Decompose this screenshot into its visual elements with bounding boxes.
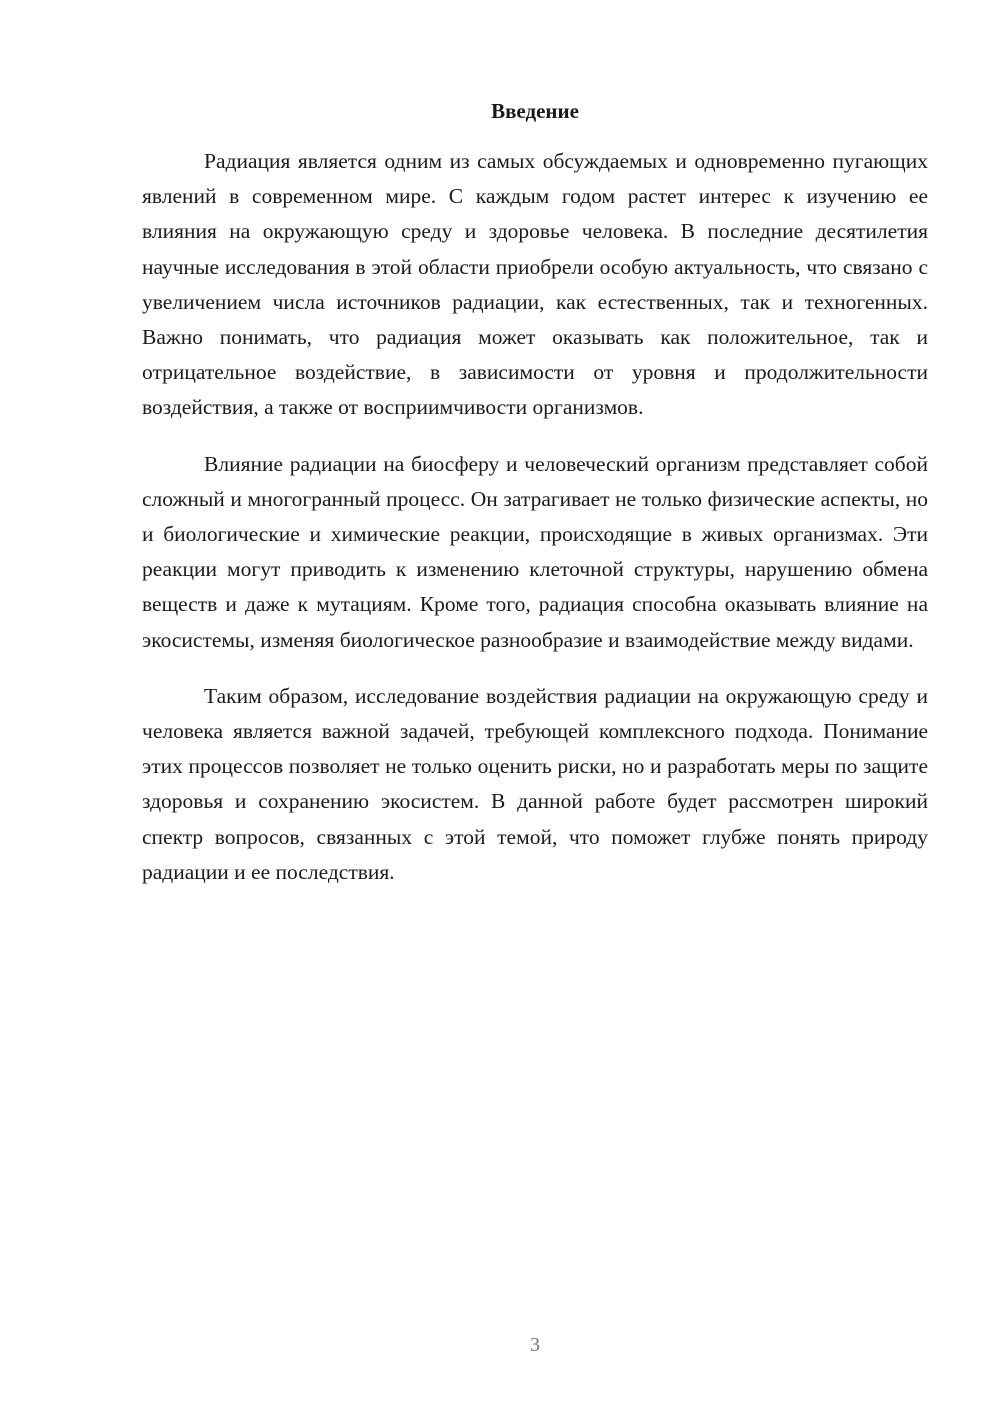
body-text	[142, 144, 928, 911]
page-number: 3	[530, 1334, 540, 1356]
paragraph: Влияние радиации на биосферу и человеческий организм представляет собой сложный и многогранный процесс. Он затрагивает не только физические аспекты, но и биологические и химические реакции, происходящие в живых организмах. Эти реакции могут приводить к изменению клеточной структуры, нарушению обмена веществ и даже к мутациям. Кроме того, радиация способна оказывать влияние на экосистемы, изменяя биологическое разнообразие и взаимодействие между видами.	[142, 451, 928, 652]
paragraph: Радиация является одним из самых обсуждаемых и одновременно пугающих явлений в современном мире. С каждым годом растет интерес к изучению ее влияния на окружающую среду и здоровье человека. В последние десятилетия научные исследования в этой области приобрели особую актуальность, что связано с увеличением числа источников радиации, как естественных, так и техногенных. Важно понимать, что радиация может оказывать как положительное, так и отрицательное воздействие, в зависимости от уровня и продолжительности воздействия, а также от восприимчивости организмов.	[142, 149, 928, 420]
section-heading: Введение	[491, 99, 579, 123]
paragraph: Таким образом, исследование воздействия радиации на окружающую среду и человека является важной задачей, требующей комплексного подхода. Понимание этих процессов позволяет не только оценить риски, но и разработать меры по защите здоровья и сохранению экосистем. В данной работе будет рассмотрен широкий спектр вопросов, связанных с этой темой, что поможет глубже понять природу радиации и ее последствия.	[142, 683, 928, 884]
